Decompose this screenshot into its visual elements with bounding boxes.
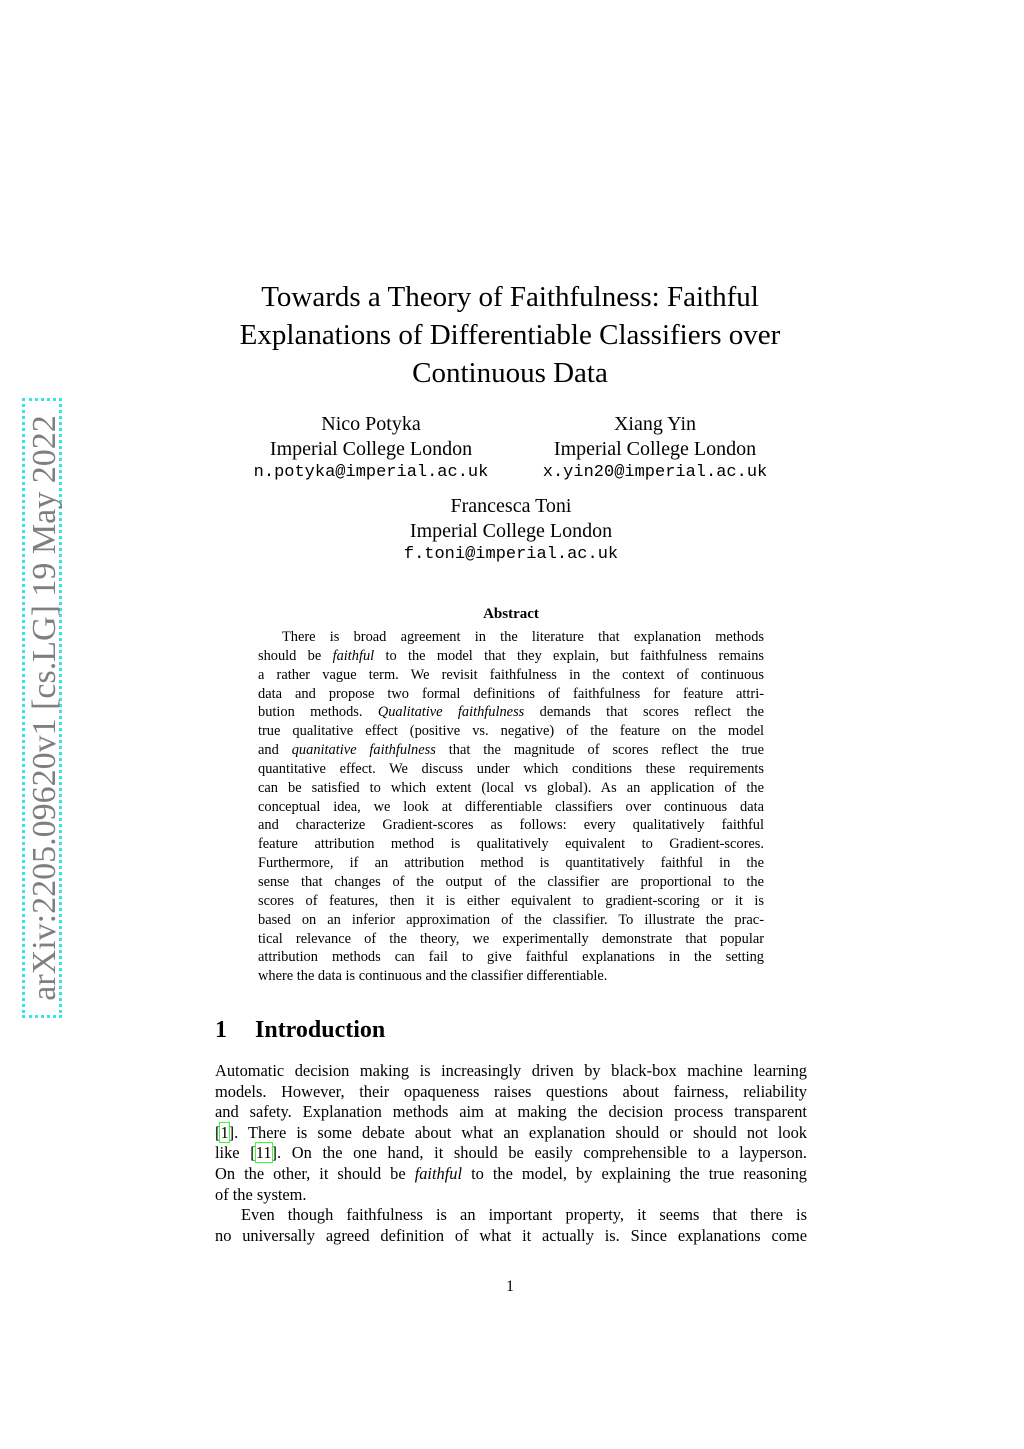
text-line: models. However, their opaqueness raises questions about fairness, reliability: [215, 1081, 807, 1101]
text-line: quantitative effect. We discuss under which conditions these requirements: [258, 760, 764, 777]
author-block: [370, 494, 652, 568]
text-line: bution methods. Qualitative faithfulness demands that scores reflect the: [258, 704, 764, 721]
author-email[interactable]: x.yin20@imperial.ac.uk: [542, 463, 768, 482]
arxiv-identifier-stamp[interactable]: arXiv:2205.09620v1 [cs.LG] 19 May 2022: [22, 398, 62, 1018]
text-line: attribution methods can fail to give faithful explanations in the setting: [258, 949, 764, 966]
text-line: data and propose two formal definitions of faithfulness for feature attri-: [258, 685, 764, 702]
text-line: There is broad agreement in the literature that explanation methods: [282, 629, 764, 645]
introduction-body: [215, 1061, 807, 1246]
author-name: Nico Potyka: [321, 413, 421, 435]
text-line: like [11]. On the one hand, it should be easily comprehensible to a layperson.: [215, 1143, 807, 1163]
abstract-body: [258, 628, 764, 986]
emphasis: Qualitative faithfulness: [377, 704, 525, 721]
paper-title: [200, 278, 820, 392]
text-line: a rather vague term. We revisit faithfulness in the context of continuous: [258, 666, 764, 683]
author-block: [514, 412, 796, 486]
text-line: true qualitative effect (positive vs. negative) of the feature on the model: [258, 723, 764, 740]
section-number: 1: [215, 1017, 227, 1043]
author-affiliation: Imperial College London: [409, 519, 613, 542]
text-line: where the data is continuous and the classifier differentiable.: [258, 968, 608, 985]
text-line: tical relevance of the theory, we experimentally demonstrate that popular: [258, 930, 764, 947]
text-line: can be satisfied to which extent (local vs global). As an application of the: [258, 779, 764, 796]
emphasis: faithful: [332, 647, 375, 664]
text-line: Even though faithfulness is an important property, it seems that there is: [241, 1205, 807, 1225]
author-name: Francesca Toni: [450, 495, 572, 517]
title-line: Towards a Theory of Faithfulness: Faithful: [261, 281, 759, 313]
text-line: Automatic decision making is increasingly driven by black-box machine learning: [215, 1061, 807, 1080]
text-line: and characterize Gradient-scores as follows: every qualitatively faithful: [258, 817, 764, 834]
author-email[interactable]: n.potyka@imperial.ac.uk: [253, 463, 489, 482]
page-number: 1: [506, 1278, 514, 1295]
text-line: should be faithful to the model that they explain, but faithfulness remains: [258, 647, 764, 664]
author-block: [230, 412, 512, 486]
author-email[interactable]: f.toni@imperial.ac.uk: [403, 545, 619, 564]
author-name: Xiang Yin: [613, 413, 697, 435]
text-line: of the system.: [215, 1184, 307, 1204]
text-line: and safety. Explanation methods aim at making the decision process transparent: [215, 1102, 807, 1122]
text-line: based on an inferior approximation of the classifier. To illustrate the prac-: [258, 911, 764, 928]
section-heading: [215, 1014, 385, 1046]
title-line: Continuous Data: [412, 357, 608, 389]
text-line: feature attribution method is qualitatively equivalent to Gradient-scores.: [258, 836, 764, 853]
text-line: and quanitative faithfulness that the magnitude of scores reflect the true: [258, 742, 764, 759]
author-affiliation: Imperial College London: [553, 437, 757, 460]
abstract-heading: Abstract: [483, 606, 539, 622]
author-affiliation: Imperial College London: [269, 437, 473, 460]
emphasis: faithful: [414, 1163, 463, 1183]
text-line: [1]. There is some debate about what an explanation should or should not look: [215, 1122, 807, 1142]
text-line: sense that changes of the output of the classifier are proportional to the: [258, 873, 764, 890]
text-line: On the other, it should be faithful to the model, by explaining the true reasoning: [215, 1163, 807, 1183]
text-line: no universally agreed definition of what it actually is. Since explanations come: [215, 1225, 807, 1245]
citation-link[interactable]: 11: [255, 1143, 272, 1163]
text-line: Furthermore, if an attribution method is quantitatively faithful in the: [258, 855, 764, 872]
text-line: scores of features, then it is either equivalent to gradient-scoring or it is: [258, 892, 764, 909]
section-title: Introduction: [255, 1017, 386, 1043]
citation-link[interactable]: 1: [220, 1122, 229, 1142]
title-line: Explanations of Differentiable Classifiers over: [239, 319, 781, 351]
emphasis: quanitative faithfulness: [291, 742, 436, 759]
text-line: conceptual idea, we look at differentiable classifiers over continuous data: [258, 798, 764, 815]
